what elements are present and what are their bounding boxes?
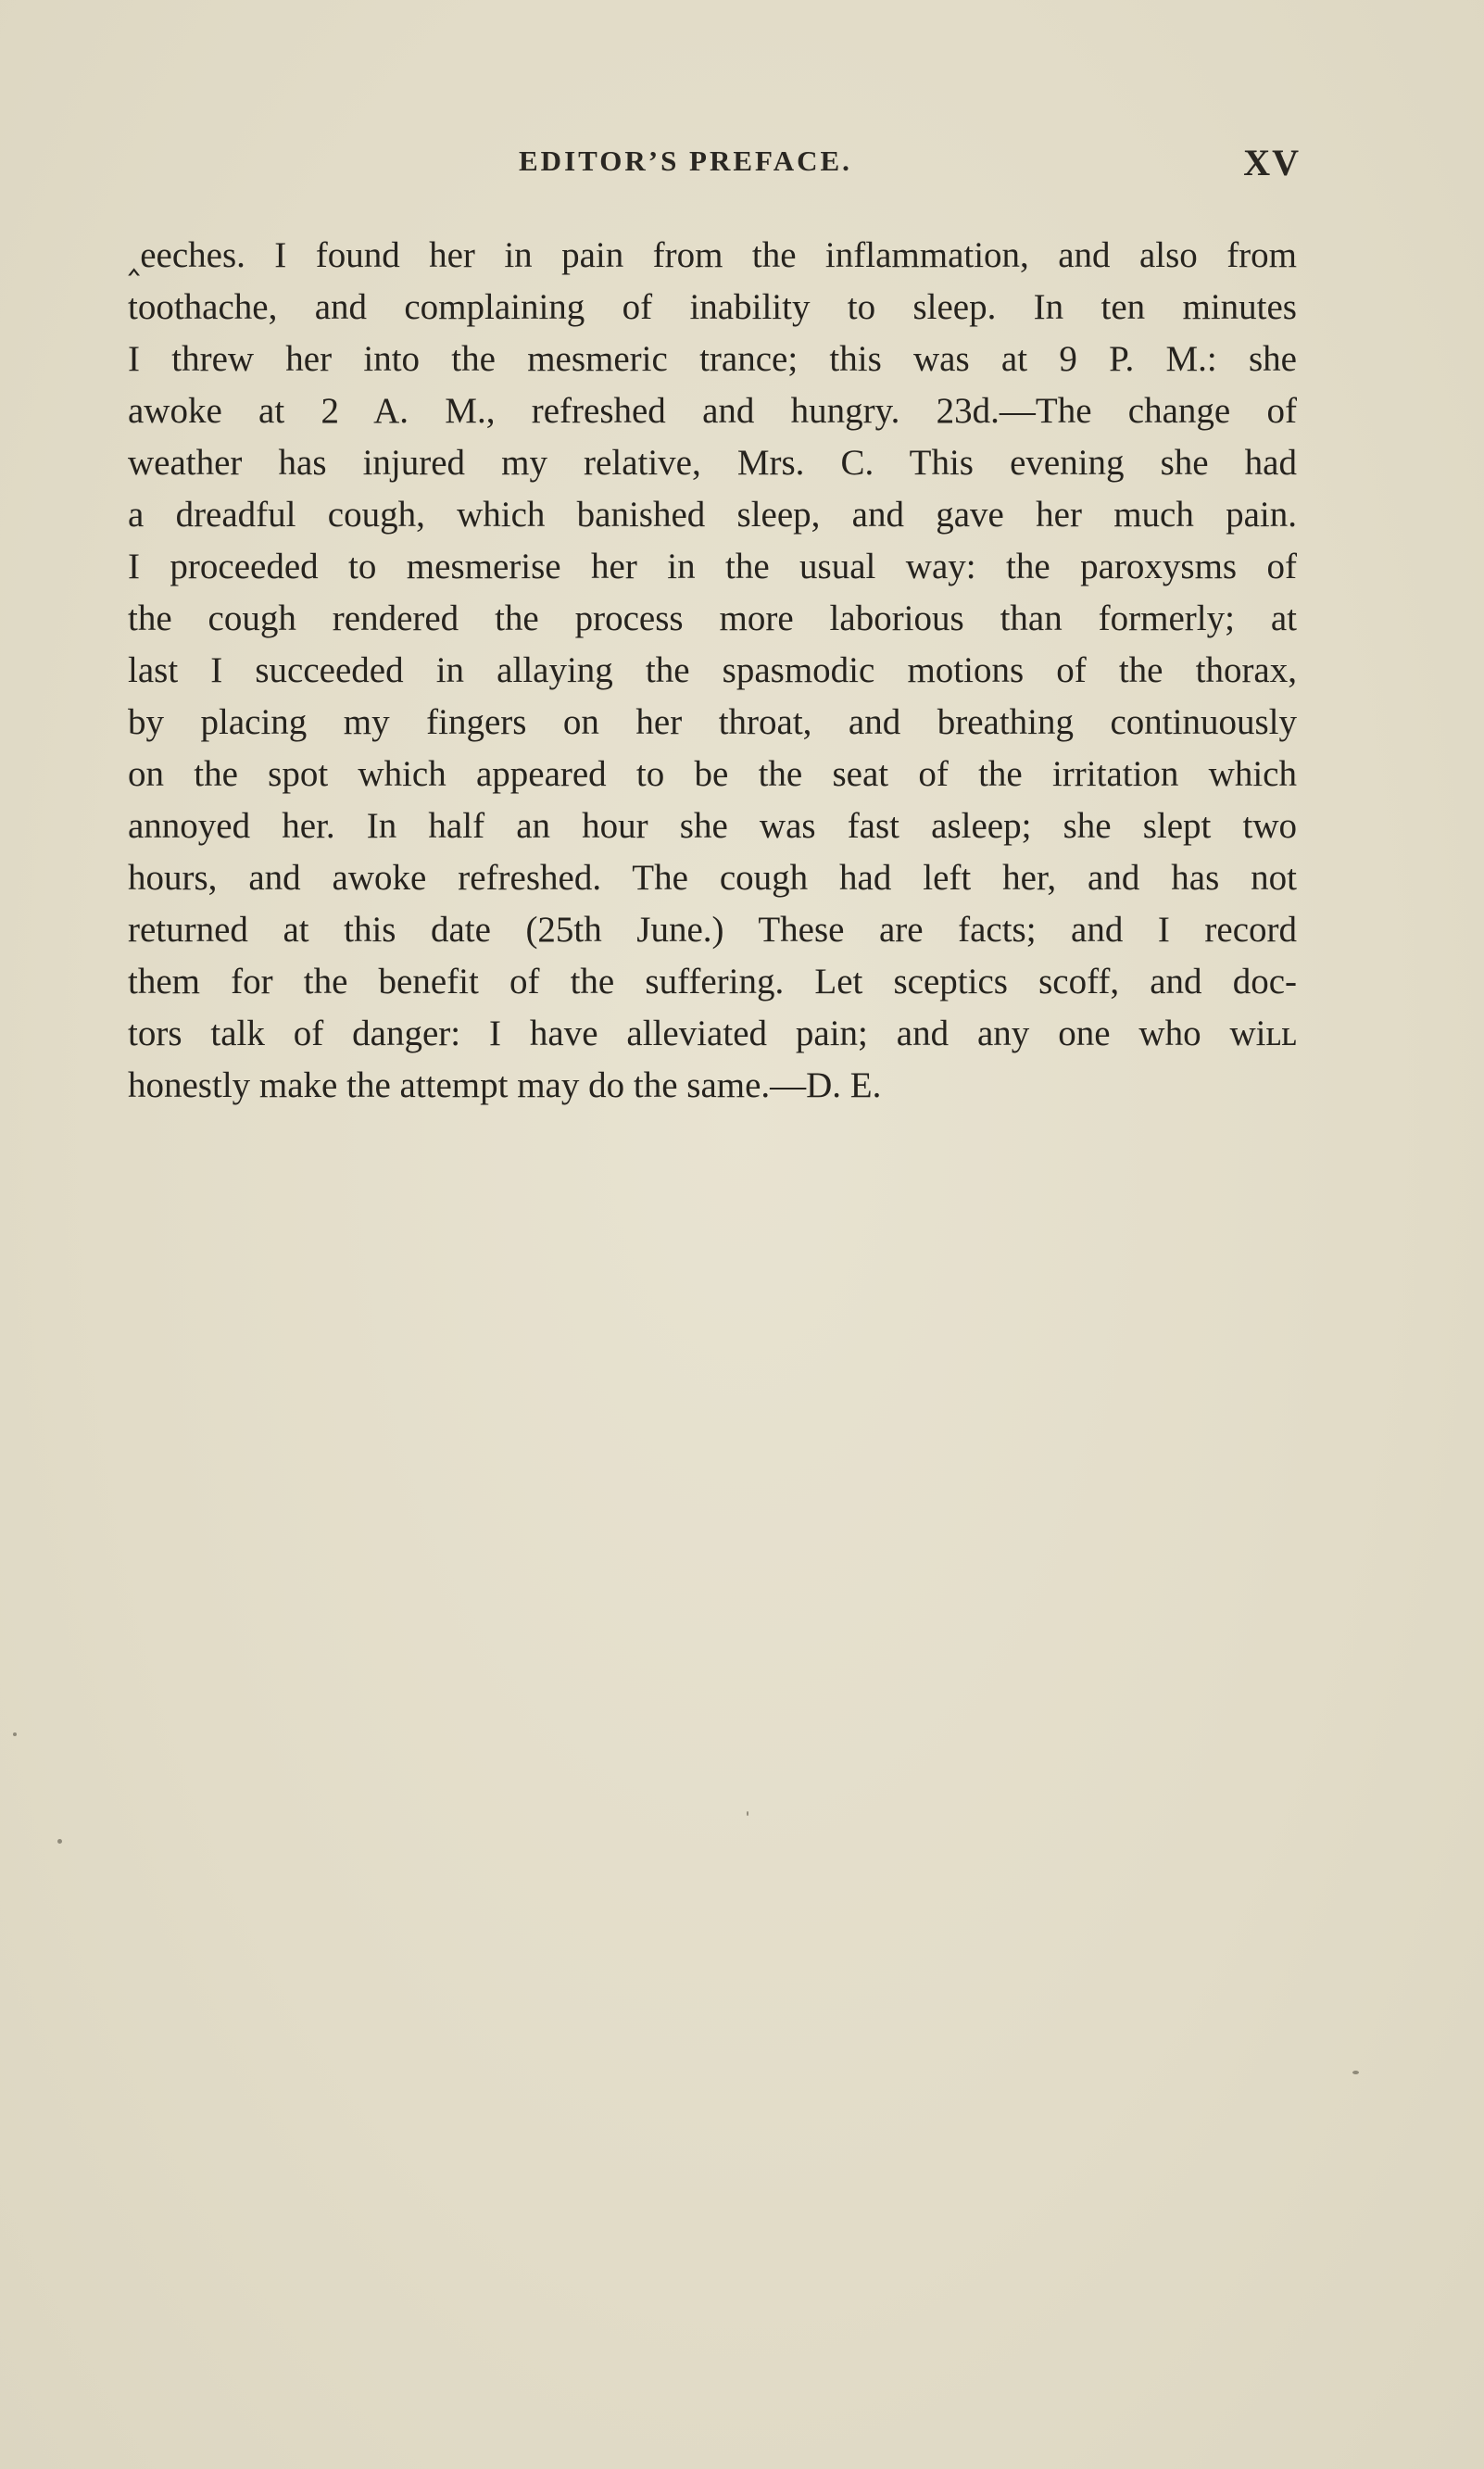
paper-speck [13, 1732, 17, 1736]
body-paragraph [128, 230, 1297, 1112]
text-line: returned at this date (25th June.) These are facts; and I record [128, 910, 1297, 950]
text-line: last I succeeded in allaying the spasmodic motions of the thorax, [128, 650, 1297, 690]
text-line: I threw her into the mesmeric trance; this was at 9 P. M.: she [128, 339, 1297, 379]
text-line: hours, and awoke refreshed. The cough had left her, and has not [128, 858, 1297, 898]
running-head [130, 142, 1301, 191]
text-line: toothache, and complaining of inability to sleep. In ten minutes [128, 287, 1297, 327]
paper-speck [57, 1839, 62, 1844]
text-line: I proceeded to mesmerise her in the usual way: the paroxysms of [128, 547, 1297, 586]
text-line: a dreadful cough, which banished sleep, and gave her much pain. [128, 495, 1297, 535]
paper-speck [1352, 2071, 1359, 2074]
text-line: tors talk of danger: I have alleviated pain; and any one who wiʟʟ [128, 1014, 1297, 1053]
text-line: annoyed her. In half an hour she was fast asleep; she slept two [128, 806, 1297, 846]
text-line: awoke at 2 A. M., refreshed and hungry. 23d.—The change of [128, 391, 1297, 431]
text-line: them for the benefit of the suffering. Let sceptics scoff, and doc- [128, 962, 1297, 1001]
text-line: weather has injured my relative, Mrs. C. This evening she had [128, 443, 1297, 483]
text-line: the cough rendered the process more laborious than formerly; at [128, 598, 1297, 638]
page-number: XV [1243, 142, 1301, 183]
text-line-last: honestly make the attempt may do the same.—D. E. [128, 1065, 882, 1105]
text-line: ‸eeches. I found her in pain from the inflammation, and also from [128, 235, 1297, 275]
paper-speck [747, 1811, 748, 1816]
text-line: on the spot which appeared to be the seat of the irritation which [128, 754, 1297, 794]
text-line: by placing my fingers on her throat, and breathing continuously [128, 702, 1297, 742]
running-title: EDITOR’S PREFACE. [519, 145, 852, 177]
